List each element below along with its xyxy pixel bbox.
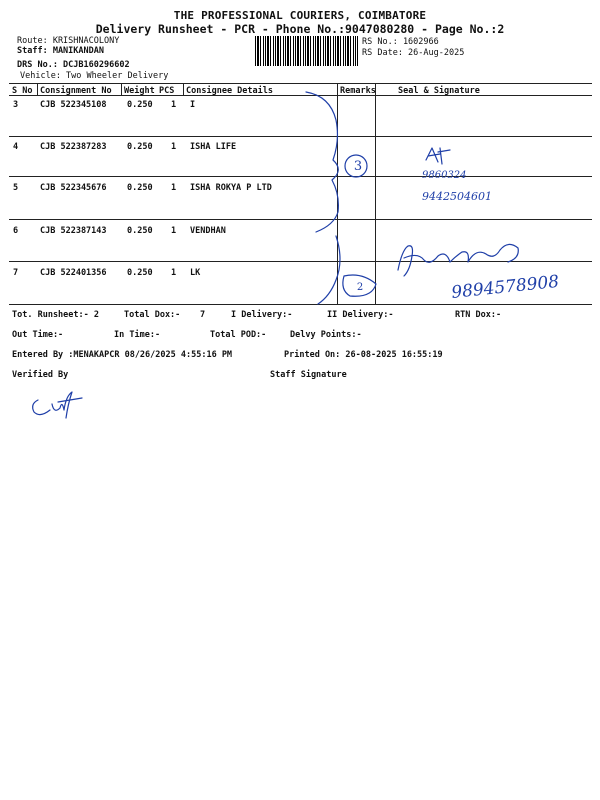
row-pcs: 1: [171, 100, 177, 110]
row-consignment: CJB 522401356: [40, 268, 107, 278]
row-consignee: I: [190, 100, 196, 110]
row-sno: 4: [13, 142, 19, 152]
runsheet-title: Delivery Runsheet - PCR - Phone No.:9047080280 - Page No.:2: [95, 22, 505, 36]
i-delivery: I Delivery:-: [231, 310, 293, 320]
row-pcs: 1: [171, 183, 177, 193]
total-dox-value: 7: [200, 310, 206, 320]
total-pod: Total POD:-: [210, 330, 267, 340]
row-pcs: 1: [171, 142, 177, 152]
row-consignee: VENDHAN: [190, 226, 226, 236]
header-weight: Weight: [124, 86, 155, 96]
out-time: Out Time:-: [12, 330, 64, 340]
entered-by: Entered By :MENAKAPCR 08/26/2025 4:55:16 PM: [12, 350, 233, 360]
phone-1: 9860324: [422, 170, 467, 181]
row-weight: 0.250: [127, 226, 153, 236]
header-seal-signature: Seal & Signature: [398, 86, 480, 96]
remark-3: 3: [353, 159, 363, 174]
ii-delivery: II Delivery:-: [327, 310, 394, 320]
rs-number: RS No.: 1602966: [362, 37, 439, 47]
rs-date: RS Date: 26-Aug-2025: [362, 48, 465, 58]
row-consignment: CJB 522345108: [40, 100, 107, 110]
in-time: In Time:-: [114, 330, 161, 340]
header-remarks: Remarks: [340, 86, 376, 96]
phone-2: 9442504601: [422, 190, 492, 203]
phone-3: 9894578908: [450, 271, 561, 303]
row-weight: 0.250: [127, 268, 153, 278]
rtn-dox: RTN Dox:-: [455, 310, 502, 320]
remark-2: 2: [356, 282, 364, 293]
drs-label: DRS No.: DCJB160296602: [17, 60, 130, 70]
staff-label: Staff: MANIKANDAN: [17, 46, 104, 56]
total-dox-label: Total Dox:-: [124, 310, 181, 320]
row-consignee: ISHA LIFE: [190, 142, 237, 152]
vehicle-label: Vehicle: Two Wheeler Delivery: [20, 71, 169, 81]
row-weight: 0.250: [127, 183, 153, 193]
company-title: THE PROFESSIONAL COURIERS, COIMBATORE: [173, 9, 427, 22]
header-pcs: PCS: [159, 86, 175, 96]
delvy-points: Delvy Points:-: [290, 330, 362, 340]
row-pcs: 1: [171, 268, 177, 278]
tot-runsheet: Tot. Runsheet:- 2: [12, 310, 99, 320]
row-consignment: CJB 522387283: [40, 142, 107, 152]
staff-signature: Staff Signature: [270, 370, 347, 380]
row-consignment: CJB 522387143: [40, 226, 107, 236]
route-label: Route: KRISHNACOLONY: [17, 36, 120, 46]
verified-by: Verified By: [12, 370, 69, 380]
row-sno: 5: [13, 183, 19, 193]
header-consignee: Consignee Details: [186, 86, 273, 96]
header-sno: S No: [12, 86, 33, 96]
row-sno: 7: [13, 268, 19, 278]
row-sno: 3: [13, 100, 19, 110]
header-consignment: Consignment No: [40, 86, 112, 96]
row-pcs: 1: [171, 226, 177, 236]
row-weight: 0.250: [127, 100, 153, 110]
row-weight: 0.250: [127, 142, 153, 152]
printed-on: Printed On: 26-08-2025 16:55:19: [284, 350, 443, 360]
row-consignee: ISHA ROKYA P LTD: [190, 183, 272, 193]
row-consignment: CJB 522345676: [40, 183, 107, 193]
row-consignee: LK: [190, 268, 201, 278]
row-sno: 6: [13, 226, 19, 236]
